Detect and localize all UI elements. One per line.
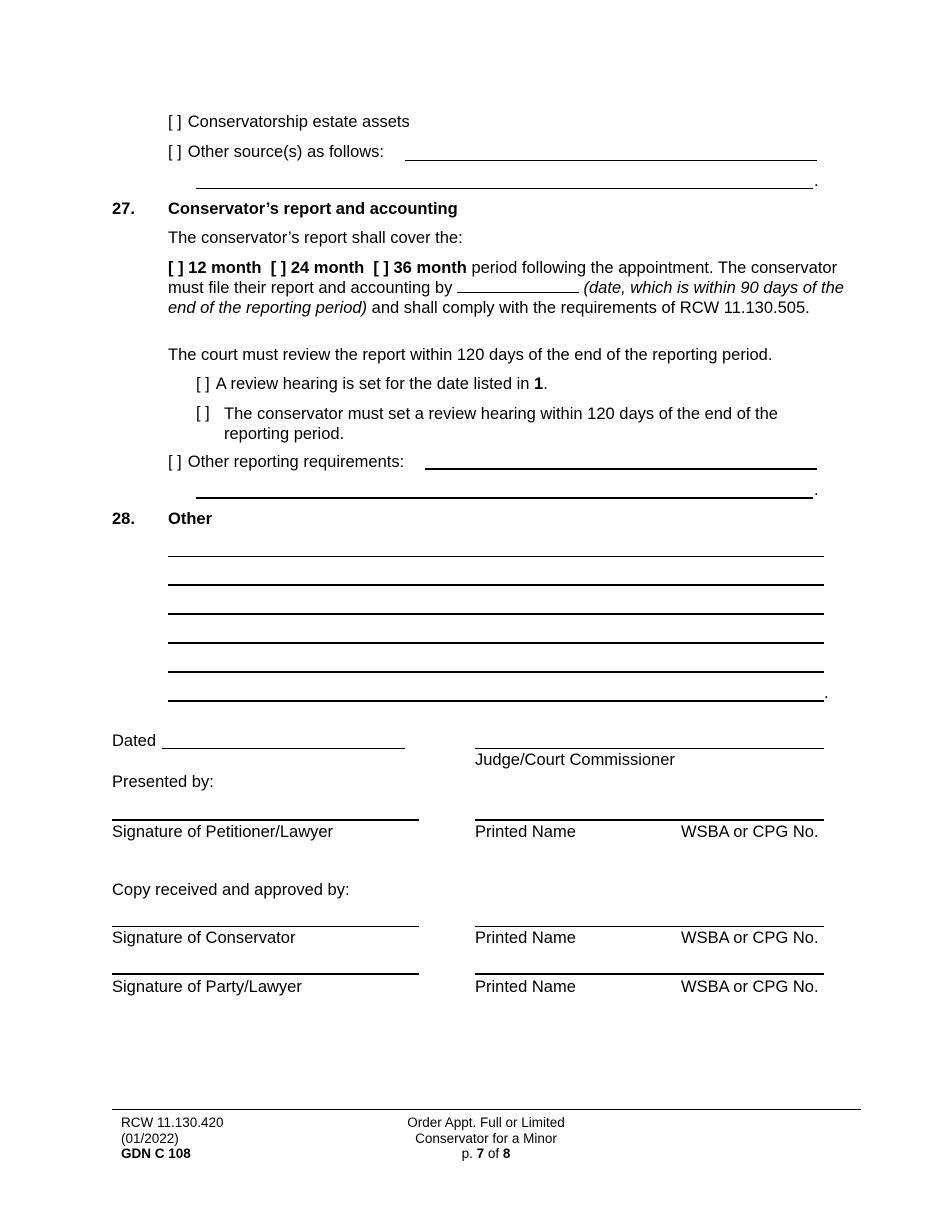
section-28-title: Other [168, 510, 213, 528]
footer-title-line-1: Order Appt. Full or Limited [407, 1115, 565, 1130]
hearing-set-item: [ ] A review hearing is set for the date listed in 1. [196, 375, 548, 393]
other-period: . [824, 684, 829, 702]
estate-assets-item [168, 113, 410, 132]
dated-blank[interactable] [162, 748, 405, 749]
judge-signature-line[interactable] [475, 748, 824, 749]
footer-date: (01/2022) [121, 1130, 179, 1146]
petitioner-printed-name-line[interactable] [475, 819, 824, 821]
report-period-paragraph [168, 258, 848, 318]
petitioner-signature-label: Signature of Petitioner/Lawyer [112, 823, 334, 841]
hearing-set-ref: 1 [534, 375, 544, 393]
footer-left [121, 1115, 224, 1162]
dated-label: Dated [112, 732, 157, 750]
other-line-2[interactable] [168, 584, 824, 586]
petitioner-signature-line[interactable] [112, 819, 419, 821]
other-line-1[interactable] [168, 556, 824, 557]
review-text: The court must review the report within 120 days of the end of the reporting period. [168, 346, 773, 364]
other-sources-blank-2[interactable] [196, 188, 813, 189]
date-note: (date, which is within 90 days of the end of the reporting period) [168, 279, 844, 317]
hearing-set-checkbox[interactable]: [ ] [196, 375, 210, 393]
party-printed-name-label: Printed Name [475, 978, 576, 996]
party-signature-label: Signature of Party/Lawyer [112, 978, 302, 996]
report-date-blank[interactable] [457, 278, 579, 293]
other-line-3[interactable] [168, 613, 824, 615]
page-of: of [487, 1146, 500, 1161]
party-printed-name-line[interactable] [475, 973, 824, 975]
party-signature-line[interactable] [112, 973, 419, 975]
hearing-must-label: The conservator must set a review hearing within 120 days of the end of the reporting period. [224, 405, 778, 443]
section-27-number: 27. [112, 200, 135, 218]
conservator-wsba-label: WSBA or CPG No. [681, 929, 819, 947]
page-total: 8 [502, 1146, 511, 1161]
option-12-month[interactable]: [ ] 12 month [168, 259, 262, 277]
copy-received-label: Copy received and approved by: [112, 881, 350, 899]
estate-assets-checkbox[interactable]: [ ] [168, 113, 182, 131]
comply-text: and shall comply with the requirements of RCW 11.130.505. [371, 299, 810, 317]
other-requirements-blank-1[interactable] [425, 468, 817, 470]
other-line-5[interactable] [168, 671, 824, 673]
option-24-month[interactable]: [ ] 24 month [270, 259, 365, 277]
conservator-printed-name-label: Printed Name [475, 929, 576, 947]
judge-label: Judge/Court Commissioner [475, 751, 675, 769]
other-requirements-blank-2[interactable] [196, 497, 813, 499]
conservator-printed-name-line[interactable] [475, 926, 824, 927]
other-requirements-item [168, 453, 404, 472]
footer-center [386, 1115, 586, 1162]
footer-rcw: RCW 11.130.420 [121, 1115, 224, 1130]
footer-title-line-2: Conservator for a Minor [415, 1130, 557, 1146]
presented-by-label: Presented by: [112, 773, 214, 791]
estate-assets-label: Conservatorship estate assets [187, 113, 410, 131]
other-line-4[interactable] [168, 642, 824, 644]
other-sources-period: . [814, 172, 819, 190]
hearing-set-label: A review hearing is set for the date listed in [215, 375, 530, 393]
conservator-signature-line[interactable] [112, 926, 419, 927]
section-27-title: Conservator’s report and accounting [168, 200, 458, 218]
footer-rule [112, 1109, 861, 1110]
petitioner-printed-name-label: Printed Name [475, 823, 576, 841]
other-requirements-period: . [814, 481, 819, 499]
option-36-month[interactable]: [ ] 36 month [373, 259, 467, 277]
party-wsba-label: WSBA or CPG No. [681, 978, 819, 996]
footer-page-number [386, 1146, 586, 1162]
page-prefix: p. [461, 1146, 473, 1161]
page-current: 7 [476, 1146, 485, 1161]
other-requirements-label: Other reporting requirements: [187, 453, 405, 471]
period-following-text: period following the appointment. The conservator must file their report and accounting by [168, 259, 838, 297]
section-27-intro: The conservator’s report shall cover the: [168, 229, 463, 247]
section-28-number: 28. [112, 510, 135, 528]
petitioner-wsba-label: WSBA or CPG No. [681, 823, 819, 841]
other-line-6[interactable] [168, 700, 824, 702]
other-sources-blank-1[interactable] [405, 160, 817, 161]
hearing-must-checkbox[interactable]: [ ] [196, 404, 210, 422]
other-sources-label: Other source(s) as follows: [187, 143, 384, 161]
footer-form-code: GDN C 108 [121, 1146, 191, 1161]
conservator-signature-label: Signature of Conservator [112, 929, 296, 947]
other-sources-checkbox[interactable]: [ ] [168, 143, 182, 161]
other-requirements-checkbox[interactable]: [ ] [168, 453, 182, 471]
other-sources-item [168, 143, 384, 162]
